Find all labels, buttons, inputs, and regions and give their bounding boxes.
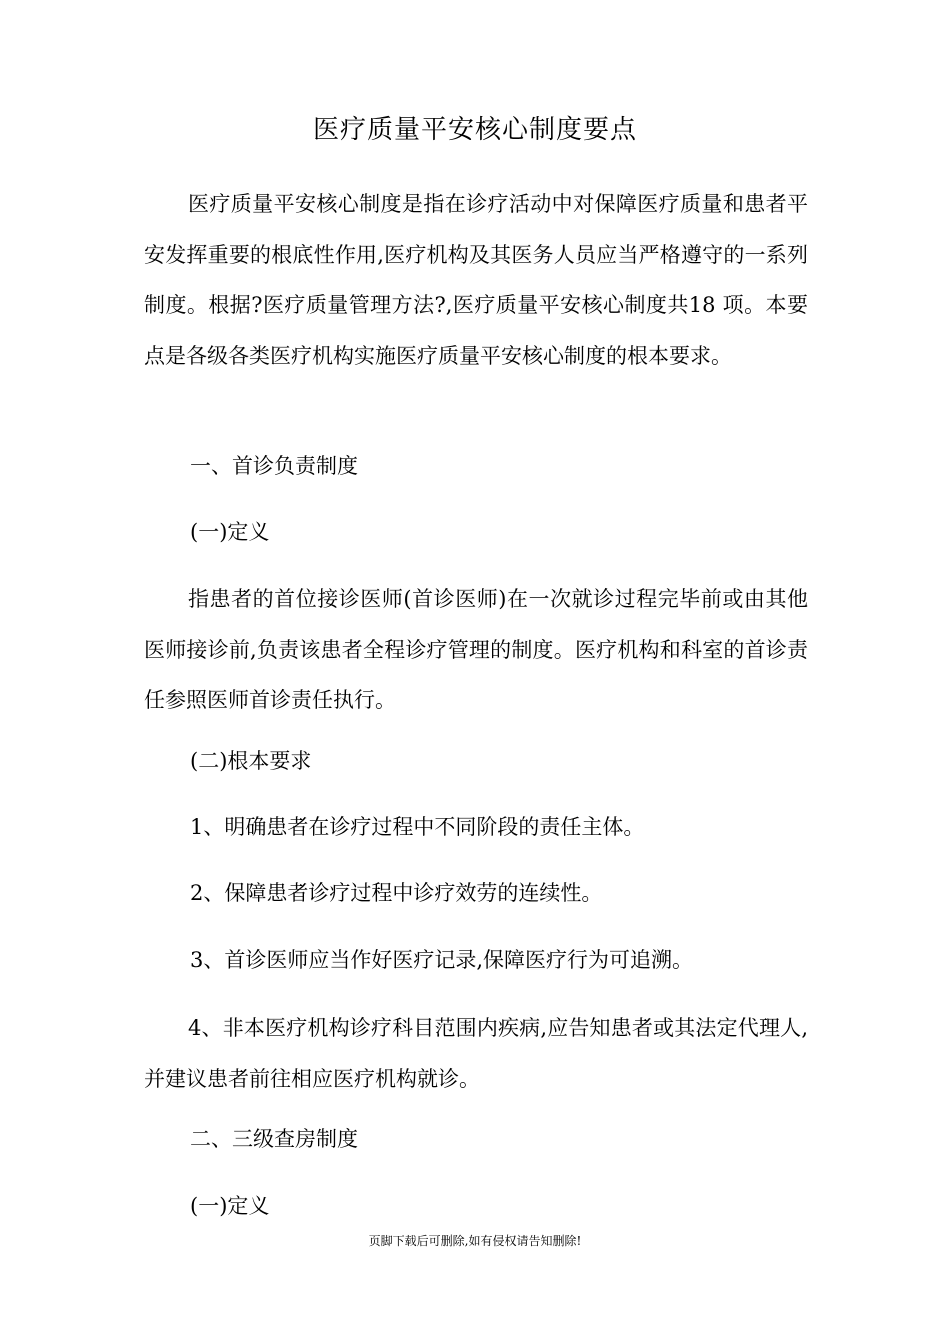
section2-heading: 二、三级查房制度 [190,1127,358,1151]
section2-definition-heading: (一)定义 [190,1194,270,1218]
requirement-item-4: 4、非本医疗机构诊疗科目范围内疾病,应告知患者或其法定代理人,并建议患者前往相应医疗机构就诊。 [144,1016,808,1091]
section1-requirements-heading: (二)根本要求 [190,749,312,773]
section1-heading: 一、首诊负责制度 [190,454,358,478]
section1-definition-paragraph: 指患者的首位接诊医师(首诊医师)在一次就诊过程完毕前或由其他医师接诊前,负责该患者全程诊疗管理的制度。医疗机构和科室的首诊责任参照医师首诊责任执行。 [144,587,808,712]
page-footer: 页脚下载后可删除,如有侵权请告知删除! [368,1234,582,1248]
section1-definition-heading: (一)定义 [190,520,270,544]
requirement-item-2: 2、保障患者诊疗过程中诊疗效劳的连续性。 [190,881,603,905]
requirement-item-3: 3、首诊医师应当作好医疗记录,保障医疗行为可追溯。 [190,948,694,972]
intro-paragraph: 医疗质量平安核心制度是指在诊疗活动中对保障医疗质量和患者平安发挥重要的根底性作用,医疗机构及其医务人员应当严格遵守的一系列制度。根据?医疗质量管理方法?,医疗质量平安核心制度共18 项。本要点是各级各类医疗机构实施医疗质量平安核心制度的根本要求。 [144,192,808,368]
requirement-item-1: 1、明确患者在诊疗过程中不同阶段的责任主体。 [190,815,645,839]
document-title: 医疗质量平安核心制度要点 [312,115,637,145]
